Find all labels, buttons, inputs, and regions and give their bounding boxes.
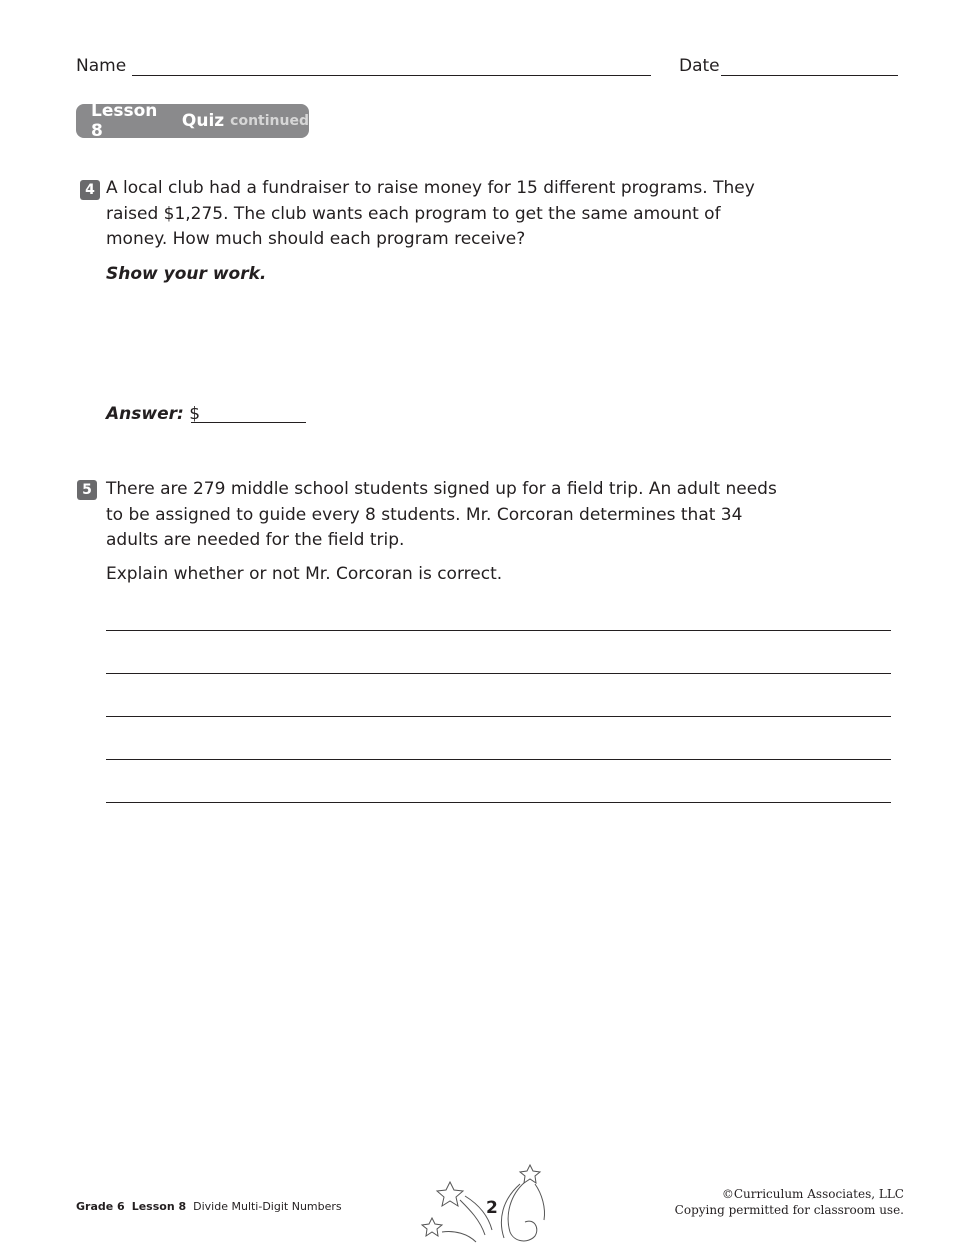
answer-row (106, 404, 200, 424)
response-line-5[interactable] (106, 802, 891, 803)
footer-copyright: ©Curriculum Associates, LLC (721, 1187, 904, 1201)
badge-quiz: Quiz (181, 111, 225, 131)
footer-topic: Divide Multi-Digit Numbers (193, 1200, 342, 1213)
footer-lesson: Lesson 8 (131, 1200, 187, 1213)
question-5-prompt: Explain whether or not Mr. Corcoran is correct. (106, 564, 503, 584)
footer-course-info (76, 1200, 342, 1213)
page-number: 2 (486, 1198, 498, 1218)
footer-grade: Grade 6 (76, 1200, 125, 1213)
response-line-4[interactable] (106, 759, 891, 760)
response-line-1[interactable] (106, 630, 891, 631)
question-4-number: 4 (80, 180, 100, 200)
response-line-3[interactable] (106, 716, 891, 717)
name-label: Name (76, 56, 127, 76)
date-label: Date (679, 56, 720, 76)
question-5-text: There are 279 middle school students signed up for a field trip. An adult needs to be assigned to guide every 8 students. Mr. Corcoran determines that 34 adults are needed for the field trip. (106, 479, 777, 550)
answer-dollar-sign: $ (189, 404, 201, 424)
star-burst-decoration (410, 1160, 560, 1250)
answer-label: Answer: (106, 404, 184, 424)
response-line-2[interactable] (106, 673, 891, 674)
date-field-line[interactable] (721, 75, 898, 76)
badge-lesson: Lesson 8 (91, 101, 158, 141)
show-work-label: Show your work. (106, 264, 267, 284)
question-4-text: A local club had a fundraiser to raise money for 15 different programs. They raised $1,275. The club wants each program to get the same amount of money. How much should each program receive? (106, 178, 755, 249)
question-5-number: 5 (77, 480, 97, 500)
answer-field-line[interactable] (191, 422, 306, 423)
lesson-quiz-badge (76, 101, 309, 141)
badge-continued: continued (230, 113, 309, 129)
footer-copyright-block (675, 1186, 904, 1218)
footer-permission: Copying permitted for classroom use. (674, 1203, 904, 1217)
name-field-line[interactable] (132, 75, 651, 76)
